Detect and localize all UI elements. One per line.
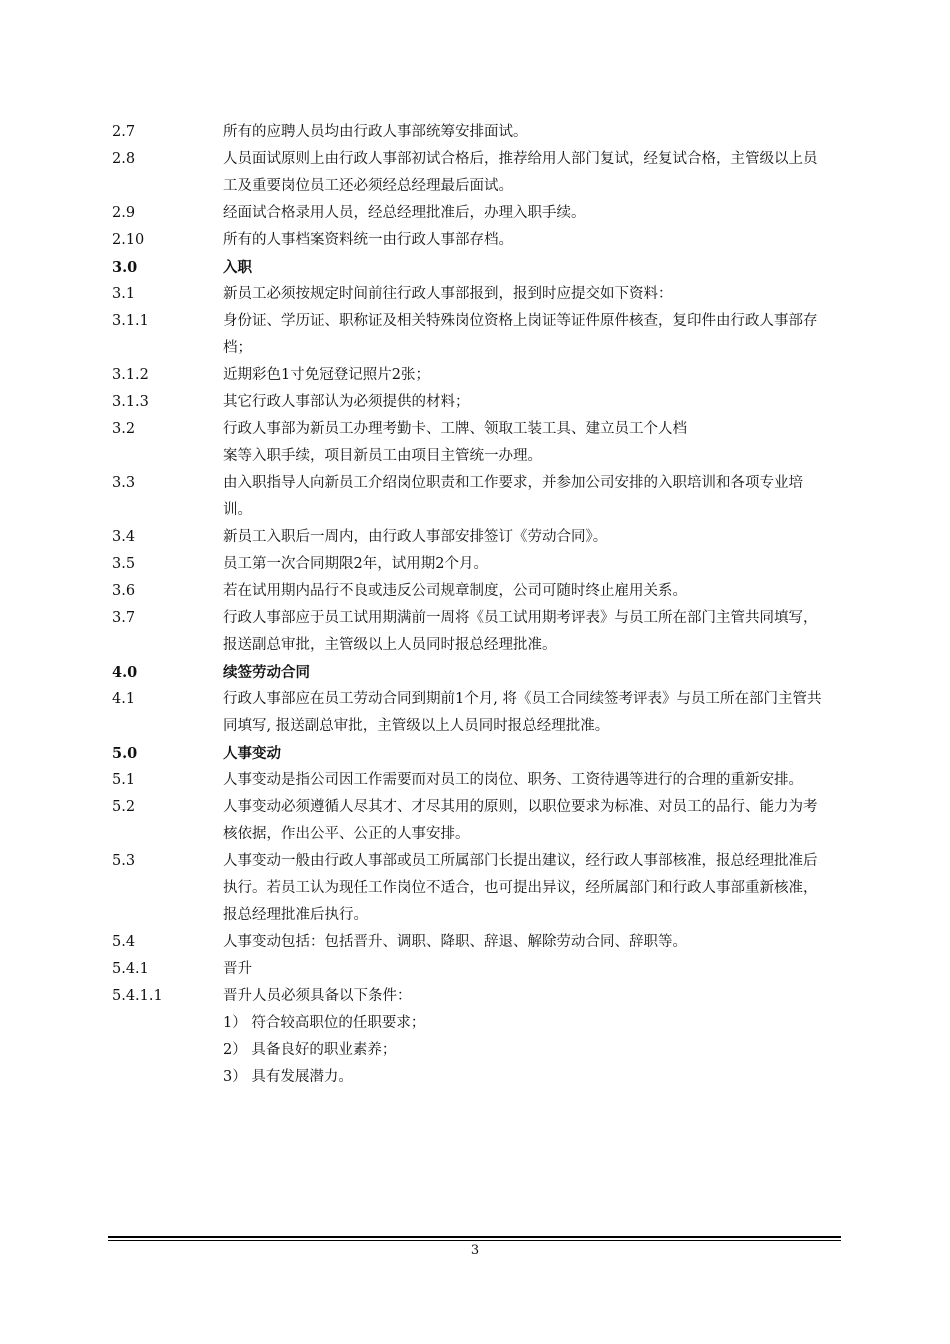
clause-text: 行政人事部应于员工试用期满前一周将《员工试用期考评表》与员工所在部门主管共同填写，报送副总审批，主管级以上人员同时报总经理批准。: [223, 610, 818, 653]
clause-text: 晋升: [223, 961, 252, 977]
clause-number: 3.1.1: [112, 313, 149, 329]
clause-text-line: 行政人事部为新员工办理考勤卡、工牌、领取工装工具、建立员工个人档: [223, 421, 687, 437]
clause-number: 5.4: [112, 934, 136, 950]
clause-number: 3.1: [112, 286, 136, 302]
clause-text: 所有的应聘人员均由行政人事部统筹安排面试。: [223, 124, 528, 140]
clause-text: 经面试合格录用人员，经总经理批准后，办理入职手续。: [223, 205, 586, 221]
clause-row: [112, 470, 828, 524]
clause-text: 员工第一次合同期限2年，试用期2个月。: [223, 556, 488, 572]
clause-text: 身份证、学历证、职称证及相关特殊岗位资格上岗证等证件原件核查，复印件由行政人事部存档；: [223, 313, 818, 356]
clause-text: 人事变动包括：包括晋升、调职、降职、辞退、解除劳动合同、辞职等。: [223, 934, 687, 950]
clause-number: 5.4.1.1: [112, 988, 163, 1004]
clause-number: 3.3: [112, 475, 136, 491]
clause-row: [112, 551, 828, 578]
clause-row: [112, 848, 828, 929]
section-heading: [112, 659, 828, 686]
clause-text: 人事变动一般由行政人事部或员工所属部门长提出建议，经行政人事部核准，报总经理批准后执行。若员工认为现任工作岗位不适合，也可提出异议，经所属部门和行政人事部重新核准，报总经理批准后执行。: [223, 853, 818, 923]
clause-row: [112, 1037, 828, 1064]
clause-row: [112, 416, 828, 470]
clause-row: [112, 686, 828, 740]
clause-number: 3.1.2: [112, 367, 149, 383]
clause-number: 2.9: [112, 205, 136, 221]
clause-row: [112, 227, 828, 254]
clause-row: [112, 362, 828, 389]
clause-text: 新员工必须按规定时间前往行政人事部报到，报到时应提交如下资料：: [223, 286, 673, 302]
section-heading: [112, 740, 828, 767]
clause-text: 入职: [223, 259, 252, 276]
clause-number: 3.7: [112, 610, 136, 626]
clause-number: 2.7: [112, 124, 136, 140]
clause-row: [112, 119, 828, 146]
clause-row: [112, 146, 828, 200]
clause-row: [112, 524, 828, 551]
clause-text: 1） 符合较高职位的任职要求；: [223, 1015, 426, 1031]
clause-text: 人员面试原则上由行政人事部初试合格后，推荐给用人部门复试，经复试合格，主管级以上员工及重要岗位员工还必须经总经理最后面试。: [223, 151, 818, 194]
clause-text: 近期彩色1寸免冠登记照片2张；: [223, 367, 430, 383]
clause-row: [112, 1064, 828, 1091]
page-number: 3: [470, 1243, 480, 1258]
clause-text: 所有的人事档案资料统一由行政人事部存档。: [223, 232, 513, 248]
clause-row: [112, 605, 828, 659]
clause-text: 若在试用期内品行不良或违反公司规章制度，公司可随时终止雇用关系。: [223, 583, 687, 599]
clause-row: [112, 1010, 828, 1037]
clause-row: [112, 200, 828, 227]
clause-number: 4.0: [112, 664, 138, 681]
section-heading: [112, 254, 828, 281]
clause-row: [112, 983, 828, 1010]
clause-number: 3.4: [112, 529, 136, 545]
clause-text: 人事变动必须遵循人尽其才、才尽其用的原则，以职位要求为标准、对员工的品行、能力为考核依据，作出公平、公正的人事安排。: [223, 799, 818, 842]
clause-row: [112, 956, 828, 983]
clause-text: 其它行政人事部认为必须提供的材料；: [223, 394, 470, 410]
clause-text: 行政人事部应在员工劳动合同到期前1个月, 将《员工合同续签考评表》与员工所在部门主管共同填写, 报送副总审批，主管级以上人员同时报总经理批准。: [223, 691, 822, 734]
clause-row: [112, 794, 828, 848]
clause-number: 4.1: [112, 691, 136, 707]
clause-row: [112, 389, 828, 416]
clause-number: 3.1.3: [112, 394, 149, 410]
clause-number: 3.0: [112, 259, 138, 276]
clause-number: 2.8: [112, 151, 136, 167]
document-body: [112, 119, 828, 1091]
clause-text: 2） 具备良好的职业素养；: [223, 1042, 397, 1058]
clause-number: 5.2: [112, 799, 136, 815]
clause-number: 5.0: [112, 745, 138, 762]
clause-text: 人事变动: [223, 745, 281, 762]
footer-divider: [108, 1236, 841, 1241]
clause-row: [112, 578, 828, 605]
clause-number: 2.10: [112, 232, 145, 248]
clause-text: 人事变动是指公司因工作需要而对员工的岗位、职务、工资待遇等进行的合理的重新安排。: [223, 772, 803, 788]
clause-text: [223, 416, 828, 470]
clause-number: 5.1: [112, 772, 136, 788]
clause-text: 续签劳动合同: [223, 664, 310, 681]
clause-text: 晋升人员必须具备以下条件：: [223, 988, 412, 1004]
clause-number: 3.5: [112, 556, 136, 572]
clause-text-line: 案等入职手续，项目新员工由项目主管统一办理。: [223, 448, 542, 464]
clause-number: 3.2: [112, 421, 136, 437]
clause-number: 5.3: [112, 853, 136, 869]
clause-row: [112, 767, 828, 794]
clause-number: 3.6: [112, 583, 136, 599]
clause-row: [112, 281, 828, 308]
clause-text: 新员工入职后一周内，由行政人事部安排签订《劳动合同》。: [223, 529, 608, 545]
clause-text: 3） 具有发展潜力。: [223, 1069, 353, 1085]
clause-number: 5.4.1: [112, 961, 149, 977]
clause-text: 由入职指导人向新员工介绍岗位职责和工作要求，并参加公司安排的入职培训和各项专业培训。: [223, 475, 803, 518]
clause-row: [112, 308, 828, 362]
clause-row: [112, 929, 828, 956]
